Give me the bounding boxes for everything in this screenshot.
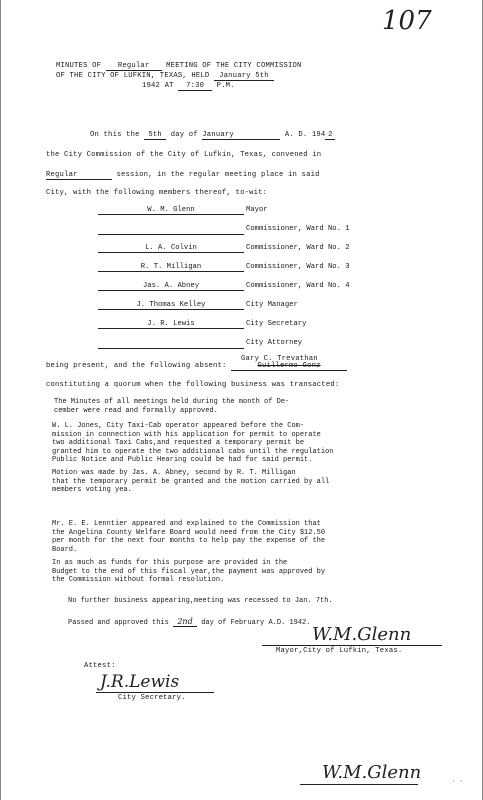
paragraph-taxi-motion: Motion was made by Jas. A. Abney, second by R. T. Milligan that the temporary permit be granted and the motion carried by all members voting yea. — [52, 469, 330, 495]
bottom-signature: W.M.Glenn — [322, 762, 422, 783]
header-line3 — [142, 82, 235, 91]
paragraph-recessed: No further business appearing,meeting was recessed to Jan. 7th. — [68, 597, 333, 605]
mayor-signature-line — [262, 645, 442, 646]
member-row — [98, 225, 428, 244]
member-name: W. M. Glenn — [98, 206, 244, 215]
scan-edge-left — [0, 0, 1, 800]
member-row — [98, 282, 428, 301]
corner-mark: · · — [452, 778, 463, 785]
passed-approved-line — [68, 617, 310, 627]
member-title: Mayor — [246, 206, 268, 214]
paragraph-taxi-application: W. L. Jones, City Taxi-Cab operator appeared before the Com- mission in connection with his application for permit to operate two additional Taxi Cabs,and requested a temporary permit be granted him to operate the two additional cabs until the regulation Public Notice and Public Hearing could be had for said permit. — [52, 422, 334, 465]
header-line2 — [56, 72, 274, 81]
intro-month: January — [202, 131, 280, 140]
member-name — [98, 225, 244, 235]
absent-struck-name: Guillermo Gonz — [257, 362, 321, 370]
quorum-line: constituting a quorum when the following business was transacted: — [46, 381, 340, 389]
paragraph-welfare-board: Mr. E. E. Lenntier appeared and explained to the Commission that the Angelina County Welfare Board would need from the City $12.50 per month for the next four months to help pay the expense of the Board. — [52, 520, 326, 554]
absent-name: Gary C. Trevathan — [241, 355, 318, 363]
member-row — [98, 263, 428, 282]
passed-approved-label: Passed and approved this — [68, 619, 169, 627]
intro-session: Regular — [46, 171, 112, 180]
secretary-signature-line — [96, 692, 214, 693]
intro-on-this-the: On this the — [90, 131, 140, 139]
intro-day: 5th — [144, 131, 166, 140]
paragraph-minutes-approved: The Minutes of all meetings held during the month of De- cember were read and formally approved. — [54, 398, 290, 415]
intro-line2: the City Commission of the City of Lufkin, Texas, convened in — [46, 151, 322, 159]
intro-ad: A. D. 194 — [284, 131, 326, 139]
member-title: Commissioner, Ward No. 3 — [246, 263, 350, 271]
absent-line — [46, 355, 347, 371]
passed-approved-day: 2nd — [173, 617, 197, 627]
member-name: R. T. Milligan — [98, 263, 244, 272]
attest-label: Attest: — [84, 662, 116, 670]
page-number: 107 — [382, 6, 432, 36]
bottom-signature-line — [300, 784, 418, 785]
header-ampm: P.M. — [216, 82, 235, 90]
header-city-held: OF THE CITY OF LUFKIN, TEXAS, HELD — [56, 72, 210, 80]
intro-line3 — [46, 171, 320, 180]
absent-names — [231, 355, 347, 371]
member-row — [98, 301, 428, 320]
absent-label: being present, and the following absent: — [46, 362, 227, 370]
member-name — [98, 339, 244, 349]
member-title: City Manager — [246, 301, 298, 309]
member-name: Jas. A. Abney — [98, 282, 244, 291]
passed-approved-date: day of February A.D. 1942. — [201, 619, 311, 627]
members-list — [98, 206, 428, 358]
intro-line4: City, with the following members thereof, to-wit: — [46, 189, 268, 197]
member-row — [98, 206, 428, 225]
header-meeting-of: MEETING OF THE CITY COMMISSION — [166, 62, 302, 70]
header-date: January 5th — [214, 72, 274, 81]
intro-year-digit: 2 — [325, 131, 335, 140]
secretary-signature: J.R.Lewis — [100, 672, 180, 692]
member-name: J. Thomas Kelley — [98, 301, 244, 310]
mayor-signature: W.M.Glenn — [312, 624, 412, 645]
intro-line3-rest: session, in the regular meeting place in said — [116, 171, 320, 179]
intro-line1 — [90, 131, 335, 140]
member-row — [98, 244, 428, 263]
header-line1 — [56, 62, 302, 71]
member-title: Commissioner, Ward No. 1 — [246, 225, 350, 233]
mayor-title: Mayor,City of Lufkin, Texas. — [276, 647, 403, 655]
header-time: 7:30 — [178, 82, 212, 91]
member-name: L. A. Colvin — [98, 244, 244, 253]
header-session-type: Regular — [106, 62, 162, 71]
member-title: City Secretary — [246, 320, 307, 328]
member-row — [98, 320, 428, 339]
header-minutes-of: MINUTES OF — [56, 62, 102, 70]
paragraph-budget-approval: In as much as funds for this purpose are provided in the Budget to the end of this fiscal year,the payment was approved by the Commission without formal resolution. — [52, 559, 326, 585]
member-title: Commissioner, Ward No. 2 — [246, 244, 350, 252]
member-title: Commissioner, Ward No. 4 — [246, 282, 350, 290]
header-year: 1942 AT — [142, 82, 174, 90]
member-name: J. R. Lewis — [98, 320, 244, 329]
member-title: City Attorney — [246, 339, 303, 347]
intro-day-of: day of — [170, 131, 198, 139]
secretary-title: City Secretary. — [118, 694, 186, 702]
